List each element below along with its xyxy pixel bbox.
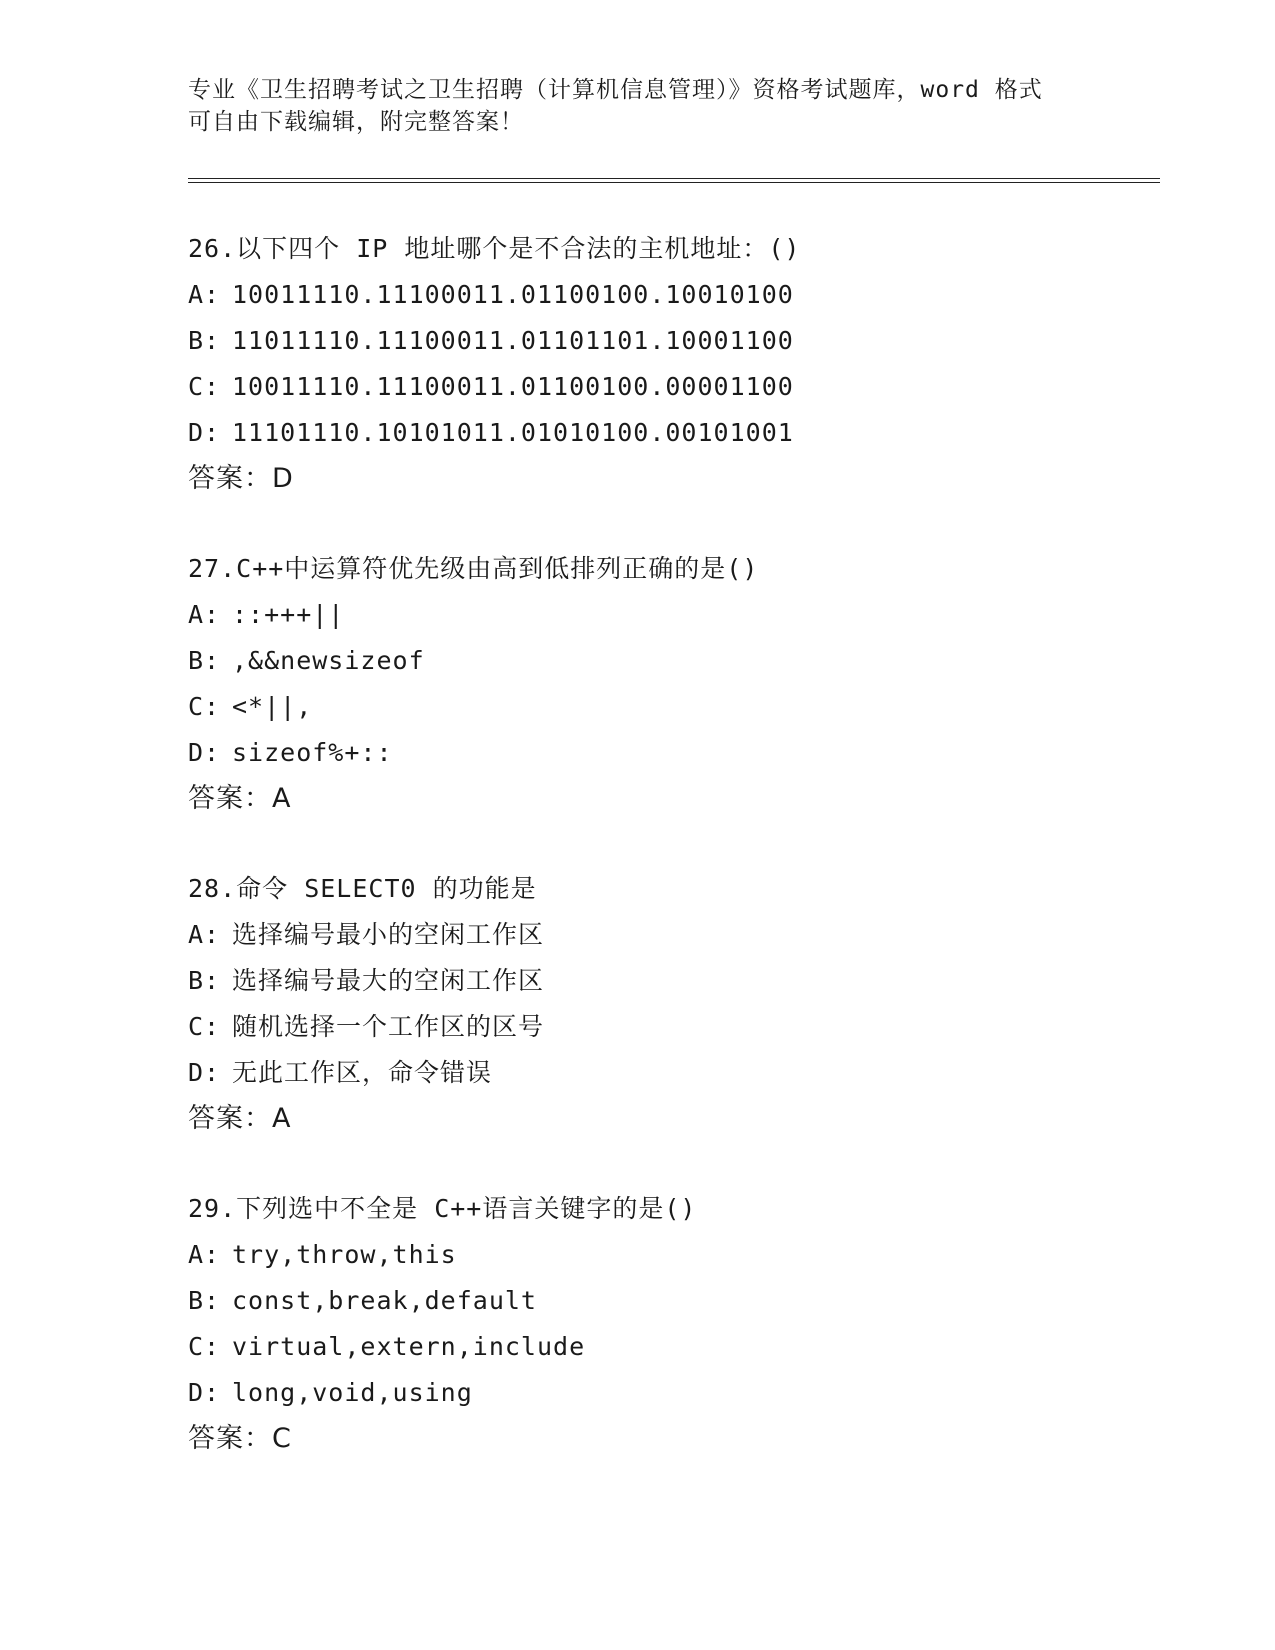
option-text: 11101110.10101011.01010100.00101001	[232, 418, 794, 447]
option-a	[188, 272, 1168, 318]
option-letter: A:	[188, 1240, 221, 1269]
header-divider-top	[188, 178, 1160, 179]
option-c	[188, 1004, 1168, 1050]
option-letter: B:	[188, 326, 221, 355]
answer-line: 答案：A	[188, 783, 292, 814]
option-text: try,throw,this	[232, 1240, 457, 1269]
option-letter: D:	[188, 1058, 221, 1087]
option-b	[188, 958, 1168, 1004]
option-text: sizeof%+::	[232, 738, 393, 767]
option-text: 10011110.11100011.01100100.10010100	[232, 280, 794, 309]
option-text: 无此工作区，命令错误	[232, 1058, 493, 1087]
option-text: ,&&newsizeof	[232, 646, 425, 675]
question-stem: 28.命令 SELECT0 的功能是	[188, 874, 537, 903]
option-text: 选择编号最小的空闲工作区	[232, 920, 545, 949]
option-letter: A:	[188, 280, 221, 309]
question-26	[188, 226, 1168, 502]
option-text: ::+++||	[232, 600, 345, 629]
option-d	[188, 410, 1168, 456]
option-text: virtual,extern,include	[232, 1332, 586, 1361]
option-letter: C:	[188, 1012, 221, 1041]
option-letter: B:	[188, 1286, 221, 1315]
option-c	[188, 364, 1168, 410]
answer-line: 答案：A	[188, 1103, 292, 1134]
document-header	[188, 74, 1088, 138]
option-text: 选择编号最大的空闲工作区	[232, 966, 545, 995]
answer-line: 答案：C	[188, 1423, 292, 1454]
option-text: <*||,	[232, 692, 313, 721]
option-a	[188, 912, 1168, 958]
option-a	[188, 592, 1168, 638]
answer-line: 答案：D	[188, 463, 294, 494]
option-b	[188, 1278, 1168, 1324]
option-letter: D:	[188, 418, 221, 447]
option-letter: D:	[188, 1378, 221, 1407]
option-c	[188, 1324, 1168, 1370]
option-letter: C:	[188, 1332, 221, 1361]
header-line-2: 可自由下载编辑，附完整答案！	[188, 109, 524, 135]
option-letter: D:	[188, 738, 221, 767]
option-letter: C:	[188, 372, 221, 401]
option-b	[188, 318, 1168, 364]
option-c	[188, 684, 1168, 730]
option-letter: B:	[188, 966, 221, 995]
option-text: 11011110.11100011.01101101.10001100	[232, 326, 794, 355]
question-stem: 29.下列选中不全是 C++语言关键字的是()	[188, 1194, 697, 1223]
question-29	[188, 1186, 1168, 1462]
question-stem: 26.以下四个 IP 地址哪个是不合法的主机地址：()	[188, 234, 801, 263]
header-divider-bottom	[188, 182, 1160, 183]
option-b	[188, 638, 1168, 684]
option-letter: A:	[188, 920, 221, 949]
option-text: 随机选择一个工作区的区号	[232, 1012, 545, 1041]
option-text: const,break,default	[232, 1286, 537, 1315]
option-d	[188, 1370, 1168, 1416]
option-text: long,void,using	[232, 1378, 473, 1407]
option-a	[188, 1232, 1168, 1278]
option-letter: C:	[188, 692, 221, 721]
question-stem: 27.C++中运算符优先级由高到低排列正确的是()	[188, 554, 759, 583]
option-text: 10011110.11100011.01100100.00001100	[232, 372, 794, 401]
question-27	[188, 546, 1168, 822]
option-letter: B:	[188, 646, 221, 675]
option-d	[188, 730, 1168, 776]
question-28	[188, 866, 1168, 1142]
option-letter: A:	[188, 600, 221, 629]
option-d	[188, 1050, 1168, 1096]
header-line-1: 专业《卫生招聘考试之卫生招聘（计算机信息管理）》资格考试题库，word 格式	[188, 77, 1043, 103]
